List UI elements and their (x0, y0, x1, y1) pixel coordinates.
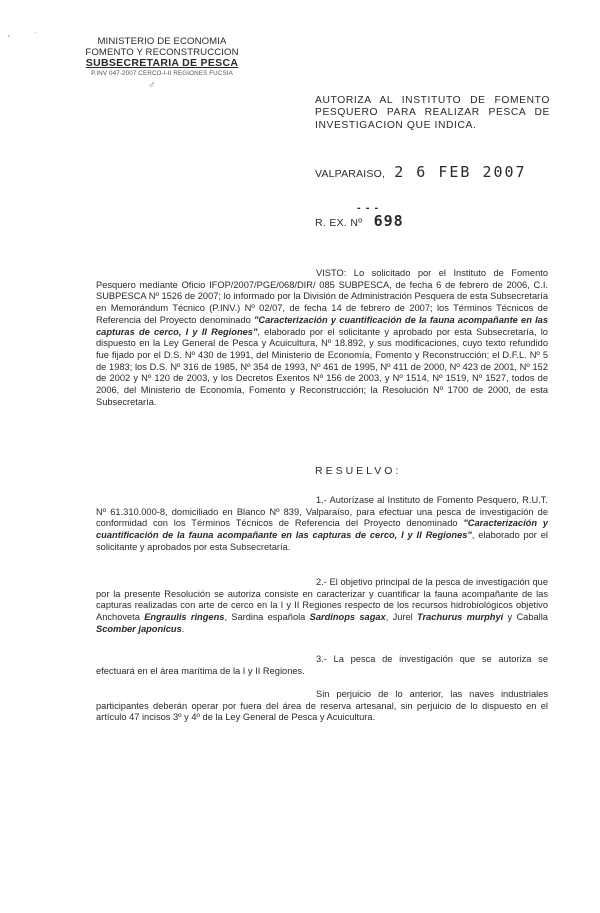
ink-speck: · (34, 28, 37, 37)
ink-dashes: - - - (357, 202, 380, 214)
letterhead-file-reference: P.INV 047-2007 CERCO-I-II REGIONES FUCSIA (91, 70, 233, 77)
article-2-text: . (181, 623, 185, 634)
article-3-continuation (96, 689, 548, 724)
resolution-number (315, 202, 404, 230)
species-name: Engraulis ringens (144, 612, 225, 623)
letterhead-subsecretaria: SUBSECRETARIA DE PESCA (85, 57, 239, 69)
species-name: Sardinops sagax (309, 612, 386, 623)
article-2-text: , Sardina española (224, 612, 310, 623)
article-3 (96, 654, 548, 677)
article-2-text: , Jurel (385, 612, 417, 623)
article-1-text-cont: , elaborado por el solicitante y aprobados por esta Subsecretaría. (96, 530, 548, 552)
article-3-text: 3.- La pesca de investigación que se autoriza se efectuará en el área marítima de la I y II Regiones. (96, 654, 548, 676)
species-name: Scomber japonicus (96, 623, 182, 634)
letterhead (62, 36, 262, 78)
visto-text-cont: , elaborado por el solicitante y aprobado por esta Subsecretaría, lo dispuesto en la Ley General de Pesca y Acuicultura, Nº 18.892, y sus modificaciones, cuyo texto refundido fue fijado por el D.S. Nº 430 de 1991, del Ministerio de Economía, Fomento y Reconstrucción; el D.F.L. Nº 5 de 1983; los D.S. Nº 316 de 1985, Nº 354 de 1993, Nº 461 de 1995, Nº 411 de 2000, Nº 423 de 2001, Nº 152 de 2002 y Nº 120 de 2003, y los Decretos Exentos Nº 156 de 2003, y Nº 1514, Nº 1519, Nº 1527, todos de 2006, del Ministerio de Economía, Fomento y Reconstrucción; la Resolución Nº 1700 de 2000, de esta Subsecretaría. (96, 326, 548, 407)
article-3-continuation-text: Sin perjuicio de lo anterior, las naves industriales participantes deberán operar por fuera del área de reserva artesanal, sin perjuicio de lo dispuesto en el artículo 47 incisos 3º y 4º de la Ley General de Pesca y Acuicultura. (96, 689, 548, 723)
resuelvo-heading: RESUELVO: (315, 465, 402, 477)
species-name: Trachurus murphyi (417, 612, 504, 623)
project-title: "Caracterización y cuantificación de la fauna acompañante en las capturas de cerco, I y II Regiones" (96, 314, 549, 337)
handwritten-initials: ♂ (148, 80, 156, 91)
date-stamp: 2 6 FEB 2007 (394, 163, 527, 181)
article-1 (96, 495, 548, 554)
resolution-prefix: R. EX. Nº (315, 217, 363, 229)
ink-speck: ' (8, 34, 10, 45)
letterhead-ministry-sub: FOMENTO Y RECONSTRUCCION (85, 47, 239, 58)
dateline (315, 163, 527, 181)
project-title: "Caracterización y cuantificación de la fauna acompañante en las capturas de cerco, I y II Regiones" (96, 518, 548, 541)
visto-paragraph (96, 268, 548, 408)
article-2-text: y Caballa (503, 612, 548, 623)
resolution-number-value: 698 (373, 212, 404, 230)
visto-text: VISTO: Lo solicitado por el Instituto de Fomento Pesquero mediante Oficio IFOP/2007/PGE/068/DIR/ 085 SUBPESCA, de fecha 6 de febrero de 2006, C.I. SUBPESCA Nº 1526 de 2007; lo informado por la División de Administración Pesquera de esta Subsecretaría en Memorándum Técnico (P.INV.) Nº 02/07, de fecha 14 de febrero de 2007; los Términos Técnicos de Referencia del Proyecto denominado (96, 268, 548, 325)
letterhead-ministry: MINISTERIO DE ECONOMIA (97, 36, 227, 47)
article-2-text: 2.- El objetivo principal de la pesca de investigación que por la presente Resolución se autoriza consiste en caracterizar y cuantificar la fauna acompañante de las capturas realizadas con arte de cerco en la I y II Regiones respecto de los recursos hidrobiológicos objetivo Anchoveta (96, 577, 548, 623)
article-2 (96, 577, 548, 636)
document-subject: AUTORIZA AL INSTITUTO DE FOMENTO PESQUERO PARA REALIZAR PESCA DE INVESTIGACION QUE INDICA. (315, 95, 550, 131)
article-1-text: 1.- Autorízase al Instituto de Fomento Pesquero, R.U.T. Nº 61.310.000-8, domiciliado en Blanco Nº 839, Valparaíso, para efectuar una pesca de investigación de conformidad con los Términos Técnicos de Referencia del Proyecto denominado (96, 495, 548, 529)
dateline-place: VALPARAISO, (315, 168, 386, 180)
